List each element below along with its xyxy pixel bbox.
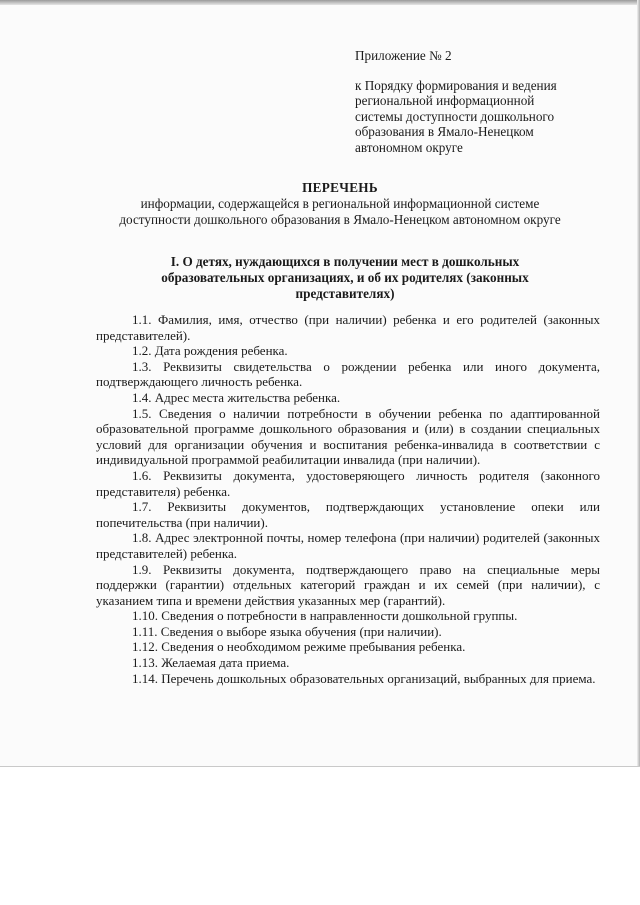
annex-number: Приложение № 2 (355, 48, 452, 63)
item-list (96, 312, 600, 686)
list-item: 1.10. Сведения о потребности в направленности дошкольной группы. (132, 608, 518, 624)
annex-line: системы доступности дошкольного (355, 108, 555, 124)
list-item: 1.1. Фамилия, имя, отчество (при наличии) ребенка и его родителей (законных представителей). (96, 312, 600, 343)
list-item: 1.9. Реквизиты документа, подтверждающего право на специальные меры поддержки (гарантии) отдельных категорий граждан и их семей (при наличии), с указанием типа и времени действия указанных мер (гарантий). (96, 561, 600, 608)
document-subtitle-line: информации, содержащейся в региональной информационной системе (140, 196, 540, 211)
section-heading (130, 254, 560, 302)
list-item: 1.7. Реквизиты документов, подтверждающих установление опеки или попечительства (при наличии). (96, 499, 600, 530)
annex-line: к Порядку формирования и ведения (355, 77, 557, 93)
list-item: 1.2. Дата рождения ребенка. (132, 343, 288, 359)
annex-line: автономном округе (355, 139, 463, 155)
document-header (60, 180, 620, 228)
list-item: 1.5. Сведения о наличии потребности в обучении ребенка по адаптированной образовательной программе дошкольного образования и (или) в создании специальных условий для организации обучения и воспитания ребенка-инвалида в соответствии с индивидуальной программой реабилитации инвалида (при наличии). (96, 405, 600, 468)
list-item: 1.12. Сведения о необходимом режиме пребывания ребенка. (132, 639, 466, 655)
section-heading-line: образовательных организациях, и об их родителях (законных (161, 270, 529, 285)
list-item: 1.6. Реквизиты документа, удостоверяющего личность родителя (законного представителя) ребенка. (96, 467, 600, 499)
list-item: 1.14. Перечень дошкольных образовательных организаций, выбранных для приема. (132, 670, 596, 686)
annex-block (355, 48, 605, 156)
list-item: 1.11. Сведения о выборе языка обучения (при наличии). (132, 623, 442, 639)
list-item: 1.4. Адрес места жительства ребенка. (132, 389, 341, 405)
section-heading-line: представителях) (295, 286, 395, 301)
annex-line: региональной информационной (355, 93, 535, 109)
section-heading-line: I. О детях, нуждающихся в получении мест в дошкольных (170, 254, 520, 269)
scan-top-edge (0, 0, 640, 5)
list-item: 1.13. Желаемая дата приема. (132, 655, 290, 671)
document-subtitle-line: доступности дошкольного образования в Ямало-Ненецком автономном округе (119, 212, 561, 227)
list-item: 1.8. Адрес электронной почты, номер телефона (при наличии) родителей (законных представителей) ребенка. (96, 530, 600, 561)
annex-line: образования в Ямало-Ненецком (355, 124, 534, 140)
document-title: ПЕРЕЧЕНЬ (302, 180, 378, 195)
list-item: 1.3. Реквизиты свидетельства о рождении ребенка или иного документа, подтверждающего личность ребенка. (96, 358, 600, 390)
